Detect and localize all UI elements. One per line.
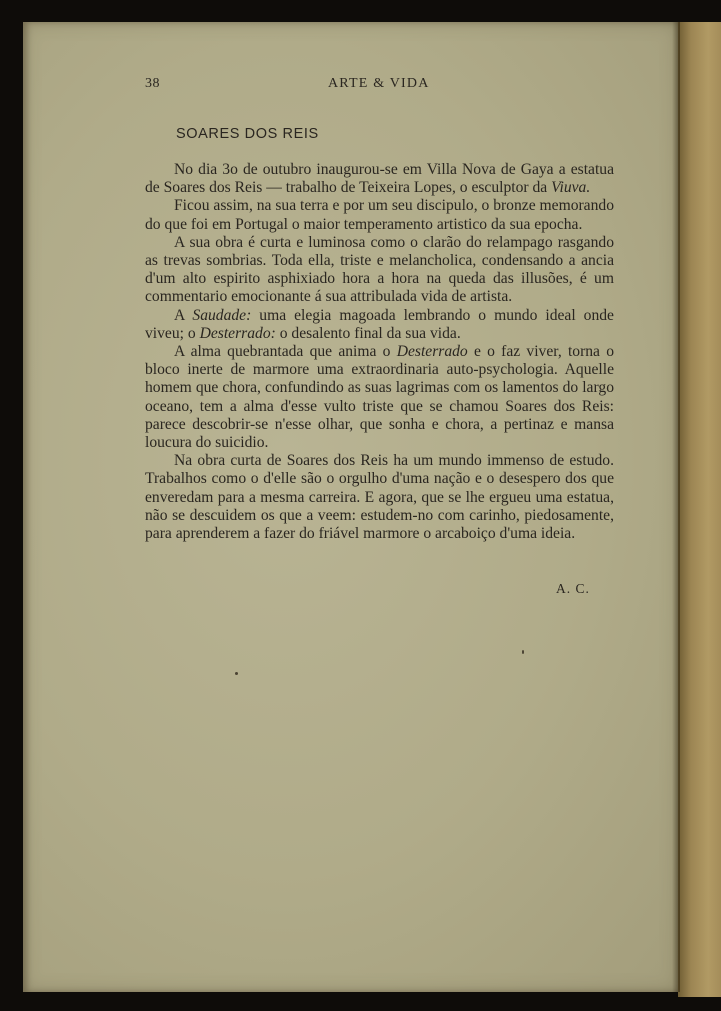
paragraph bbox=[145, 234, 614, 307]
text-run: uma elegia magoada lembrando o mundo ideal onde viveu; o bbox=[145, 306, 614, 342]
article-title: SOARES DOS REIS bbox=[176, 126, 319, 142]
running-header bbox=[145, 76, 615, 98]
text-run-italic: Desterrado: bbox=[199, 324, 276, 342]
paragraph bbox=[145, 343, 614, 452]
text-run: A alma quebrantada que anima o bbox=[174, 343, 397, 361]
adjacent-page-edge bbox=[678, 22, 721, 997]
paragraph bbox=[145, 452, 614, 543]
text-run-italic: Viuva. bbox=[551, 179, 591, 197]
text-run: A sua obra é curta e luminosa como o clarão do relampago rasgando as trevas sombrias. Toda ella, triste e melancholica, condensando a ancia d'um alto espirito asphixiado hora a hora na queda das illusões, é um commentario emocionante á sua attribulada vida de artista. bbox=[145, 233, 614, 306]
text-run: A bbox=[174, 306, 193, 324]
paragraph bbox=[145, 161, 614, 197]
paper-speck bbox=[235, 672, 238, 675]
author-signature: A. C. bbox=[556, 581, 590, 596]
text-run: e o faz viver, torna o bloco inerte de marmore uma extraordinaria auto-psychologia. Aquelle homem que chora, confundindo as suas lagrimas com os lamentos do largo oceano, tem a alma d'esse vulto triste que se chamou Soares dos Reis: parece descobrir-se n'esse olhar, que sonha e chora, a pertinaz e mansa loucura do suicidio. bbox=[145, 343, 615, 452]
paragraph bbox=[145, 197, 614, 233]
text-run-italic: Saudade: bbox=[192, 306, 252, 324]
text-run: No dia 3o de outubro inaugurou-se em Villa Nova de Gaya a estatua de Soares dos Reis — trabalho de Teixeira Lopes, o esculptor da bbox=[145, 161, 614, 197]
text-run: Ficou assim, na sua terra e por um seu discipulo, o bronze memorando do que foi em Portugal o maior temperamento artistico da sua epocha. bbox=[145, 197, 614, 233]
text-run-italic: Desterrado bbox=[396, 343, 468, 361]
article-body bbox=[145, 161, 614, 543]
spine-shadow bbox=[672, 22, 680, 992]
paragraph bbox=[145, 307, 614, 343]
page-number: 38 bbox=[145, 76, 160, 91]
paper-speck bbox=[522, 650, 524, 654]
text-run: Na obra curta de Soares dos Reis ha um mundo immenso de estudo. Trabalhos como o d'elle são o orgulho d'uma nação e o desespero dos que enveredam para a mesma carreira. E agora, que se lhe ergueu uma estatua, não se descuidem os que a veem: estudem-no com carinho, piedosamente, para aprenderem a fazer do friável marmore o arcaboiço d'uma ideia. bbox=[145, 452, 614, 543]
running-title: ARTE & VIDA bbox=[328, 76, 430, 91]
text-run: o desalento final da sua vida. bbox=[275, 324, 461, 342]
